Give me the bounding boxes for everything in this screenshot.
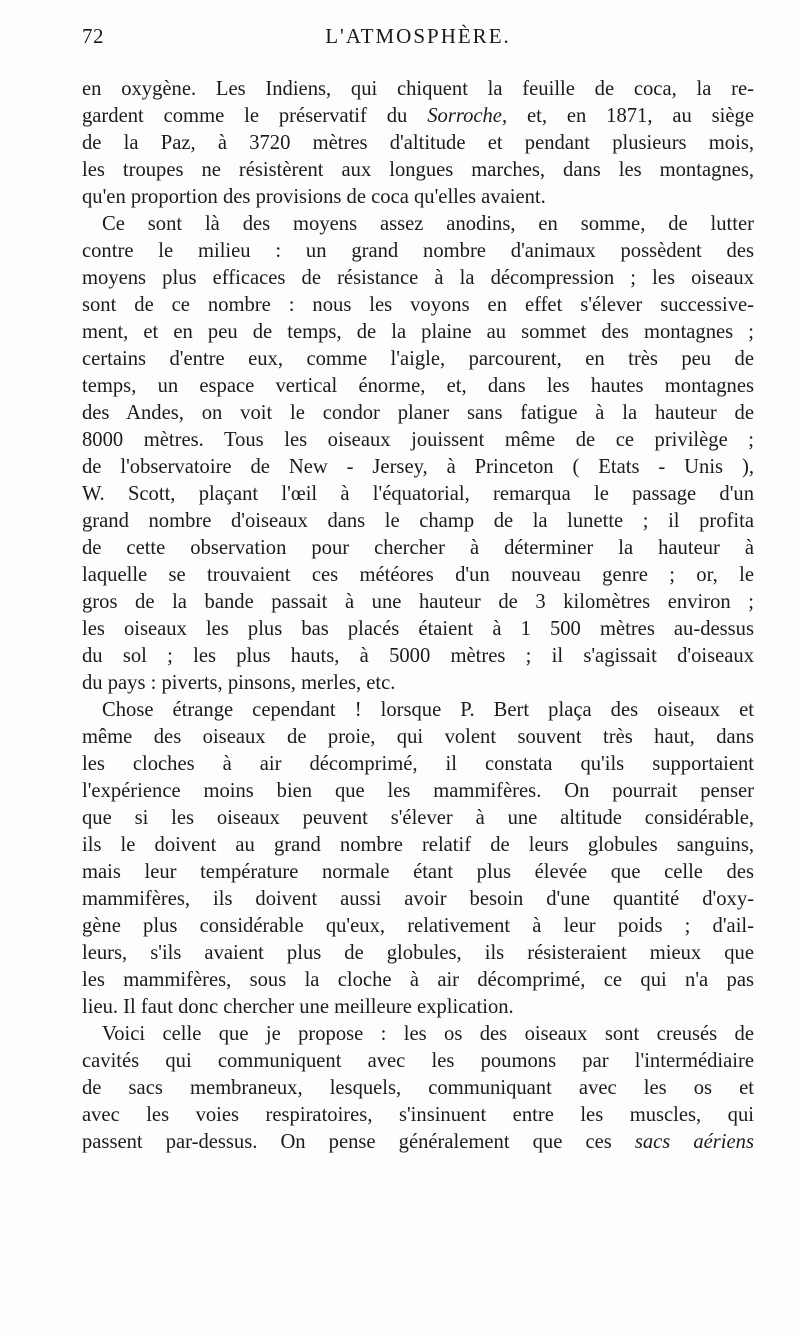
text-line: l'expérience moins bien que les mammifères. On pourrait penser [82,780,754,802]
page-header [82,18,754,48]
text-line: de l'observatoire de New - Jersey, à Princeton ( Etats - Unis ), [82,456,754,478]
text-line: moyens plus efficaces de résistance à la décompression ; les oiseaux [82,267,754,289]
text-line: qu'en proportion des provisions de coca qu'elles avaient. [82,186,546,208]
text-line: passent par-dessus. On pense généralement que ces sacs aériens [82,1131,754,1153]
text-line: W. Scott, plaçant l'œil à l'équatorial, remarqua le passage d'un [82,483,754,505]
text-line: mammifères, ils doivent aussi avoir besoin d'une quantité d'oxy- [82,888,754,910]
text-line: leurs, s'ils avaient plus de globules, ils résisteraient mieux que [82,942,754,964]
text-line: des Andes, on voit le condor planer sans fatigue à la hauteur de [82,402,754,424]
text-line: même des oiseaux de proie, qui volent souvent très haut, dans [82,726,754,748]
page-number: 72 [82,24,104,48]
text-line: de la Paz, à 3720 mètres d'altitude et pendant plusieurs mois, [82,132,754,154]
text-line: les oiseaux les plus bas placés étaient à 1 500 mètres au-dessus [82,618,754,640]
text-line: Voici celle que je propose : les os des oiseaux sont creusés de [102,1023,754,1045]
text-line: les mammifères, sous la cloche à air décomprimé, ce qui n'a pas [82,969,754,991]
text-line: les cloches à air décomprimé, il constata qu'ils supportaient [82,753,754,775]
text-line: du sol ; les plus hauts, à 5000 mètres ; il s'agissait d'oiseaux [82,645,754,667]
text-line: avec les voies respiratoires, s'insinuent entre les muscles, qui [82,1104,754,1126]
text-line: du pays : piverts, pinsons, merles, etc. [82,672,396,694]
text-line: que si les oiseaux peuvent s'élever à une altitude considérable, [82,807,754,829]
text-line: les troupes ne résistèrent aux longues marches, dans les montagnes, [82,159,754,181]
text-line: en oxygène. Les Indiens, qui chiquent la feuille de coca, la re- [82,78,754,100]
text-line: gène plus considérable qu'eux, relativement à leur poids ; d'ail- [82,915,754,937]
text-line: 8000 mètres. Tous les oiseaux jouissent même de ce privilège ; [82,429,754,451]
text-line: grand nombre d'oiseaux dans le champ de la lunette ; il profita [82,510,754,532]
italic-term: Sorroche [427,105,502,127]
text-line: certains d'entre eux, comme l'aigle, parcourent, en très peu de [82,348,754,370]
text-line: ils le doivent au grand nombre relatif de leurs globules sanguins, [82,834,754,856]
text-line: mais leur température normale étant plus élevée que celle des [82,861,754,883]
italic-term: sacs aériens [634,1131,754,1153]
text-line: ment, et en peu de temps, de la plaine au sommet des montagnes ; [82,321,754,343]
text-line: cavités qui communiquent avec les poumons par l'intermédiaire [82,1050,754,1072]
text-line: temps, un espace vertical énorme, et, dans les hautes montagnes [82,375,754,397]
body-text [82,76,754,1156]
text-line: contre le milieu : un grand nombre d'animaux possèdent des [82,240,754,262]
text-line: lieu. Il faut donc chercher une meilleure explication. [82,996,514,1018]
text-line: de cette observation pour chercher à déterminer la hauteur à [82,537,754,559]
text-line: Chose étrange cependant ! lorsque P. Bert plaça des oiseaux et [102,699,754,721]
text-line: gros de la bande passait à une hauteur de 3 kilomètres environ ; [82,591,754,613]
running-head: L'ATMOSPHÈRE. [325,24,511,48]
text-line: gardent comme le préservatif du Sorroche, et, en 1871, au siège [82,105,754,127]
text-line: Ce sont là des moyens assez anodins, en somme, de lutter [102,213,754,235]
text-line: de sacs membraneux, lesquels, communiquant avec les os et [82,1077,754,1099]
text-line: sont de ce nombre : nous les voyons en effet s'élever successive- [82,294,754,316]
text-line: laquelle se trouvaient ces météores d'un nouveau genre ; or, le [82,564,754,586]
